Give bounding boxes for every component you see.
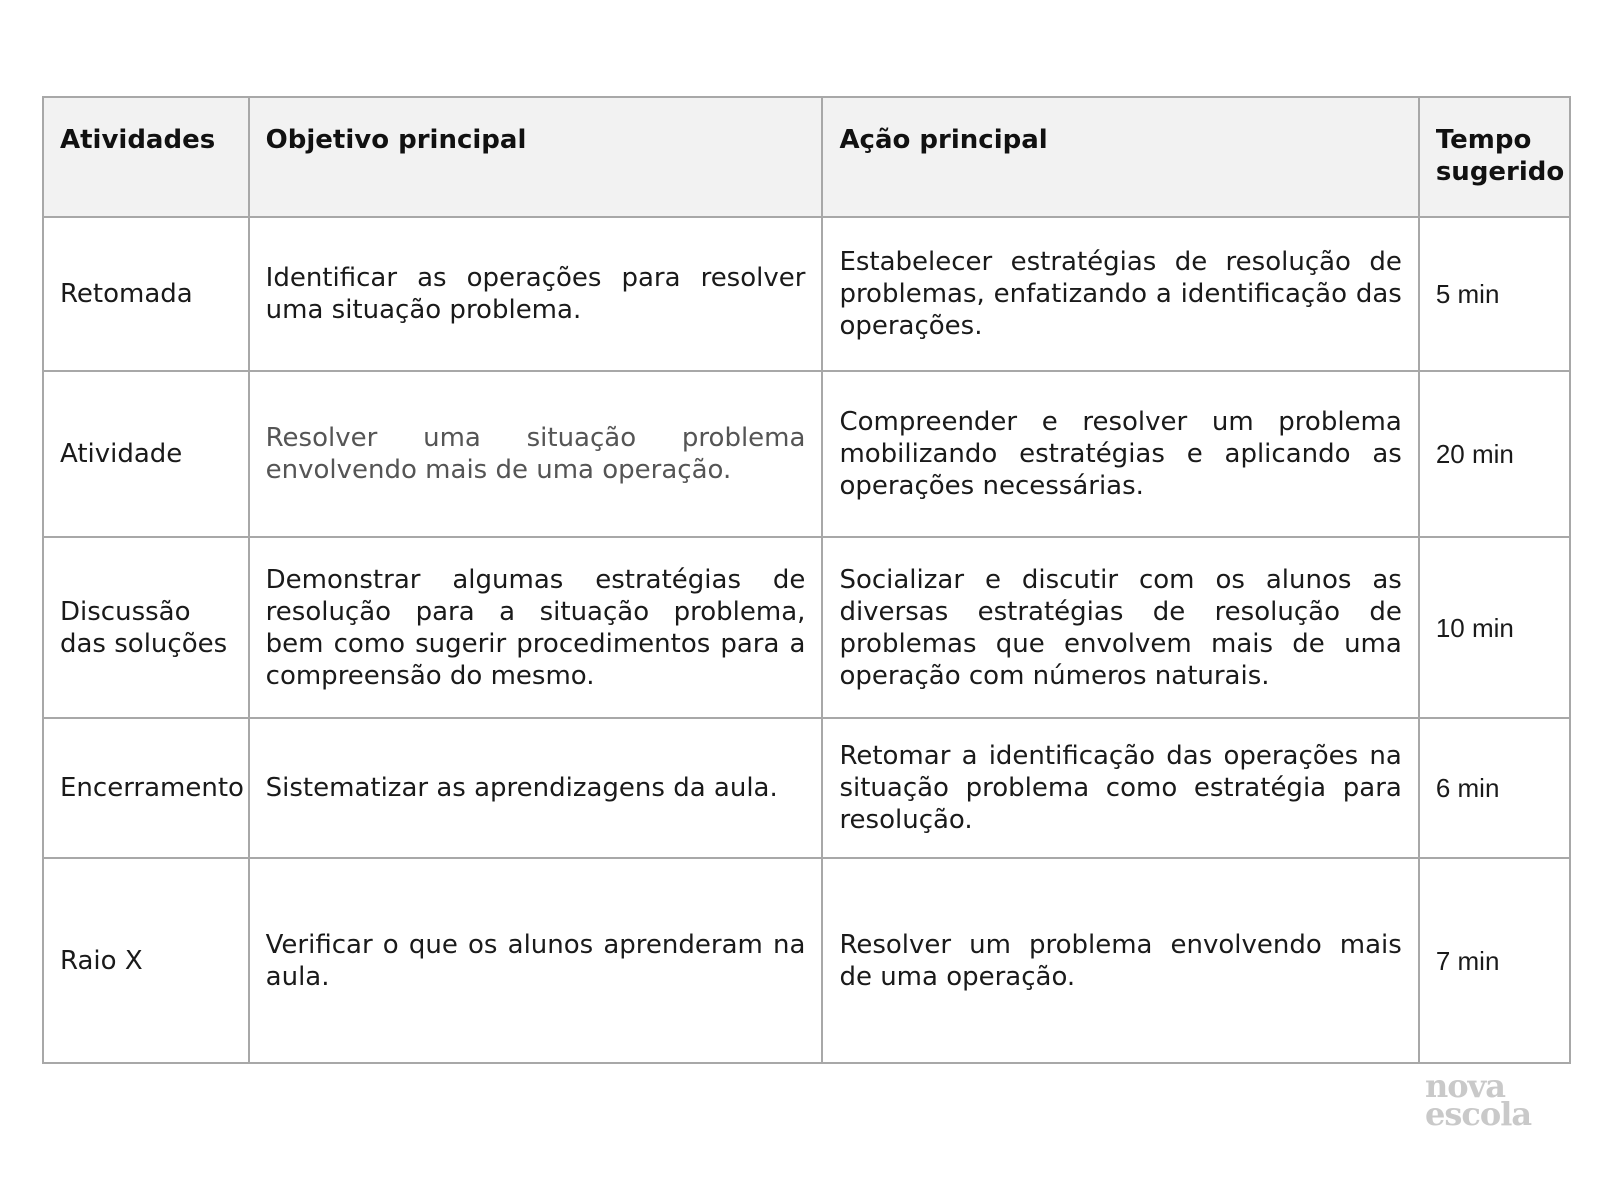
header-atividades: Atividades	[43, 97, 249, 217]
cell-acao: Retomar a identificação das operações na situação problema como estratégia para resolução.	[822, 718, 1418, 858]
cell-tempo: 10 min	[1419, 537, 1570, 718]
table-row	[43, 371, 1570, 537]
cell-tempo: 20 min	[1419, 371, 1570, 537]
lesson-plan-table	[42, 96, 1571, 1064]
cell-tempo: 6 min	[1419, 718, 1570, 858]
table-row	[43, 858, 1570, 1063]
logo-line-1: nova	[1425, 1067, 1505, 1105]
cell-acao: Resolver um problema envolvendo mais de uma operação.	[822, 858, 1418, 1063]
cell-acao: Socializar e discutir com os alunos as diversas estratégias de resolução de problemas que envolvem mais de uma operação com números naturais.	[822, 537, 1418, 718]
cell-acao: Estabelecer estratégias de resolução de problemas, enfatizando a identificação das operações.	[822, 217, 1418, 371]
cell-tempo: 5 min	[1419, 217, 1570, 371]
cell-atividade: Discussão das soluções	[43, 537, 249, 718]
cell-objetivo: Verificar o que os alunos aprenderam na aula.	[249, 858, 823, 1063]
cell-acao: Compreender e resolver um problema mobilizando estratégias e aplicando as operações necessárias.	[822, 371, 1418, 537]
cell-objetivo: Sistematizar as aprendizagens da aula.	[249, 718, 823, 858]
cell-atividade: Atividade	[43, 371, 249, 537]
cell-atividade: Encerramento	[43, 718, 249, 858]
cell-tempo: 7 min	[1419, 858, 1570, 1063]
cell-objetivo: Demonstrar algumas estratégias de resolução para a situação problema, bem como sugerir procedimentos para a compreensão do mesmo.	[249, 537, 823, 718]
table-row	[43, 537, 1570, 718]
cell-atividade: Raio X	[43, 858, 249, 1063]
header-objetivo-principal: Objetivo principal	[249, 97, 823, 217]
table-row	[43, 217, 1570, 371]
cell-atividade: Retomada	[43, 217, 249, 371]
header-tempo-sugerido: Tempo sugerido	[1419, 97, 1570, 217]
nova-escola-logo	[1425, 1067, 1532, 1133]
logo-line-2: escola	[1425, 1095, 1532, 1133]
cell-objetivo: Resolver uma situação problema envolvendo mais de uma operação.	[249, 371, 823, 537]
table-header-row	[43, 97, 1570, 217]
cell-objetivo: Identificar as operações para resolver uma situação problema.	[249, 217, 823, 371]
table-row	[43, 718, 1570, 858]
header-acao-principal: Ação principal	[822, 97, 1418, 217]
